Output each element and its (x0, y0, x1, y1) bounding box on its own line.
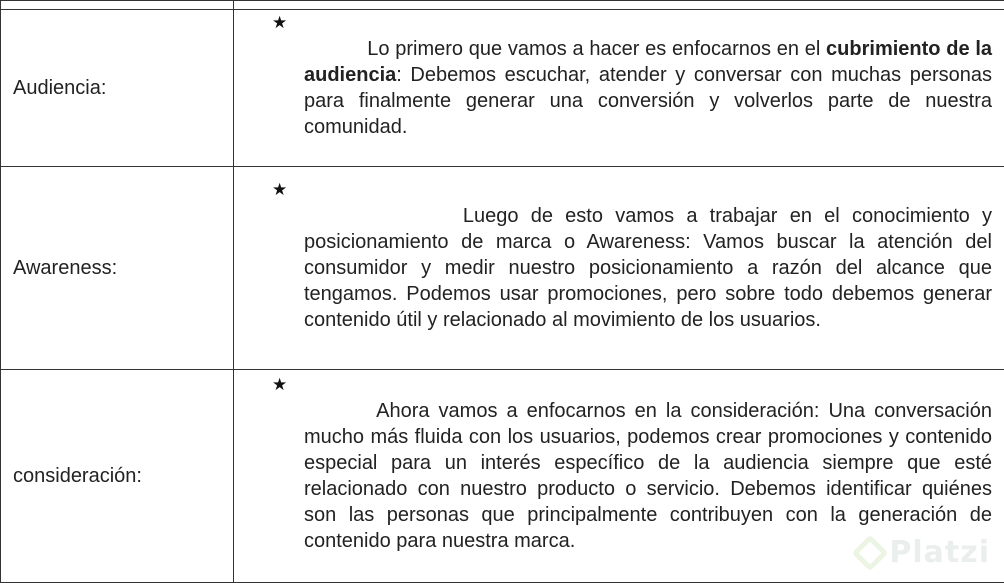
watermark-text: Platzi (889, 535, 990, 570)
table-row (1, 370, 1004, 583)
bullet-paragraph (234, 177, 1004, 359)
row-label-cell (1, 167, 234, 370)
bullet-paragraph (234, 10, 1004, 166)
table-row-top-partial (1, 1, 1004, 10)
paragraph-lead: Lo primero que vamos a hacer es enfocarnos en el (350, 38, 826, 60)
paragraph-tail: : Debemos escuchar, atender y conversar con muchas personas para finalmente generar una conversión y volverlos parte de nuestra comunidad. (304, 64, 998, 138)
row-label-cell (1, 10, 234, 167)
row-label-audiencia: Audiencia: (1, 75, 233, 101)
row-content-cell (234, 167, 1004, 370)
star-bullet-icon: ★ (272, 177, 287, 203)
table-row (1, 10, 1004, 167)
bullet-paragraph (234, 372, 1004, 580)
paragraph-bold-phrase: cubrimiento de la audiencia (304, 38, 998, 86)
paragraph-text: Ahora vamos a enfocarnos en la consideración: Una conversación mucho más fluida con los usuarios, podemos crear promociones y contenido especial para un interés específico de la audiencia siempre que esté relacionado con nuestro producto o servicio. Debemos identificar quiénes son las personas que principalmente contribuyen con la generación de contenido para nuestra marca. (304, 400, 998, 552)
row-content-cell (234, 10, 1004, 167)
star-bullet-icon: ★ (272, 10, 287, 36)
row-label-cell (1, 370, 234, 583)
empty-content-cell (234, 1, 1004, 10)
row-label-awareness: Awareness: (1, 255, 233, 281)
row-label-consideracion: consideración: (1, 463, 233, 489)
table-row (1, 167, 1004, 370)
paragraph-text: Luego de esto vamos a trabajar en el conocimiento y posicionamiento de marca o Awareness: Vamos buscar la atención del consumidor y medir nuestro posicionamiento a razón del alcance que tengamos. Podemos usar promociones, pero sobre todo debemos generar contenido útil y relacionado al movimiento de los usuarios. (304, 205, 998, 331)
empty-label-cell (1, 1, 234, 10)
star-bullet-icon: ★ (272, 372, 287, 398)
row-content-cell (234, 370, 1004, 583)
